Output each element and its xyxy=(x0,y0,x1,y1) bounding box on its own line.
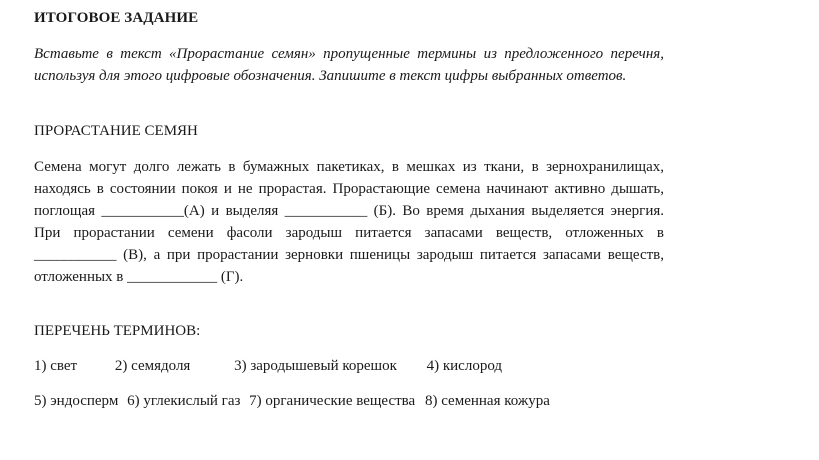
term-item: 8) семенная кожура xyxy=(424,393,550,409)
term-item: 1) свет xyxy=(34,358,78,374)
task-title: ИТОГОВОЕ ЗАДАНИЕ xyxy=(34,10,199,26)
term-item: 2) семядоля xyxy=(114,358,191,374)
task-instruction: Вставьте в текст «Прорастание семян» пропущенные термины из предложенного перечня, используя для этого цифровые обозначения. Запишите в текст цифры выбранных ответов. xyxy=(34,46,664,84)
text-body: Семена могут долго лежать в бумажных пакетиках, в мешках из ткани, в зернохранилищах, находясь в состоянии покоя и не прорастая. Прорастающие семена начинают активно дышать, поглощая ___________(А) и выделяя ___________ (Б). Во время дыхания выделяется энергия. При прорастании семени фасоли зародыш питается запасами веществ, отложенных в ___________ (В), а при прорастании зерновки пшеницы зародыш питается запасами веществ, отложенных в ____________ (Г). xyxy=(34,159,664,285)
terms-row-1 xyxy=(34,358,502,375)
term-item: 7) органические вещества xyxy=(249,393,416,409)
text-heading: ПРОРАСТАНИЕ СЕМЯН xyxy=(34,123,198,139)
term-item: 4) кислород xyxy=(426,358,503,374)
term-item: 3) зародышевый корешок xyxy=(234,358,397,374)
term-item: 5) эндосперм xyxy=(34,393,119,409)
terms-row-2 xyxy=(34,393,550,410)
terms-heading: ПЕРЕЧЕНЬ ТЕРМИНОВ: xyxy=(34,323,201,339)
term-item: 6) углекислый газ xyxy=(127,393,241,409)
